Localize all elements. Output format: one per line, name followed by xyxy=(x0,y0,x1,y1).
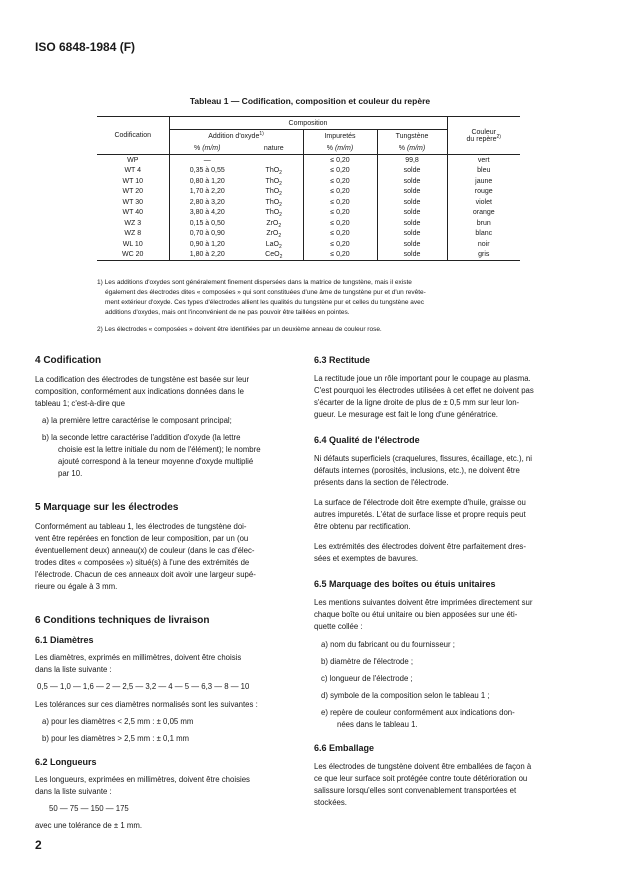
cell-tungstene-text: solde xyxy=(403,219,421,227)
s65-item-b: b) diamètre de l'électrode ; xyxy=(321,657,414,666)
section-heading-6-5: 6.5 Marquage des boîtes ou étuis unitaires xyxy=(314,579,496,589)
cell-codification-text: WL 10 xyxy=(122,240,143,248)
text-line: Les diamètres, exprimés en millimètres, doivent être choisis xyxy=(35,653,242,662)
table-row xyxy=(97,208,520,219)
section-heading-6-1: 6.1 Diamètres xyxy=(35,635,94,645)
oxide-subscript: 2 xyxy=(278,243,282,250)
unit-addition xyxy=(169,143,245,155)
unit-mm: (m/m) xyxy=(406,145,426,152)
cell-couleur xyxy=(447,155,520,166)
oxide-subscript: 2 xyxy=(279,191,282,198)
cell-oxide-pct-text: — xyxy=(203,156,211,164)
cell-oxide-nature-text: ZrO xyxy=(266,230,279,238)
text-line: être obtenu par rectification. xyxy=(314,522,411,531)
text-line: dans la liste suivante : xyxy=(35,787,112,796)
oxide-subscript: 2 xyxy=(279,201,282,208)
cell-codification-text: WP xyxy=(127,156,139,164)
section-heading-4: 4 Codification xyxy=(35,355,102,366)
cell-couleur xyxy=(447,187,520,198)
cell-codification xyxy=(97,197,169,208)
text-line: Conformément au tableau 1, les électrodes de tungstène doi- xyxy=(35,522,247,531)
cell-couleur xyxy=(447,208,520,219)
oxide-subscript: 2 xyxy=(279,212,282,219)
section-heading-6: 6 Conditions techniques de livraison xyxy=(35,615,210,626)
cell-couleur-text: vert xyxy=(477,156,490,164)
oxide-subscript: 2 xyxy=(279,170,282,177)
text-line: rieure ou égale à 3 mm. xyxy=(35,582,118,591)
cell-impuretes xyxy=(303,176,377,187)
s63-body xyxy=(314,373,576,421)
cell-impuretes xyxy=(303,229,377,240)
cell-tungstene-text: solde xyxy=(403,167,421,175)
s65-item-d: d) symbole de la composition selon le tableau 1 ; xyxy=(321,691,490,700)
cell-impuretes-text: ≤ 0,20 xyxy=(330,188,350,196)
cell-oxide-nature xyxy=(245,155,303,166)
couleur-line1: Couleur xyxy=(471,128,496,136)
text-line: stockées. xyxy=(314,798,347,807)
cell-tungstene xyxy=(377,229,447,240)
col-header-addition xyxy=(169,130,303,144)
s64-paragraph-1 xyxy=(314,453,576,489)
text-line: gueur. Le mesurage est fait le long d'une génératrice. xyxy=(314,410,498,419)
section-heading-6-3: 6.3 Rectitude xyxy=(314,355,371,365)
cell-codification xyxy=(97,250,169,261)
s62-tolerance: avec une tolérance de ± 1 mm. xyxy=(35,821,142,830)
cell-tungstene-text: solde xyxy=(403,188,421,196)
text-line: éventuellement deux) anneau(x) de couleur (dans le cas d'élec- xyxy=(35,546,255,555)
text-line: b) la seconde lettre caractérise l'addition d'oxyde (la lettre xyxy=(42,433,241,442)
oxide-subscript: 2 xyxy=(279,180,282,187)
cell-couleur-text: blanc xyxy=(475,230,493,238)
cell-couleur-text: violet xyxy=(475,198,492,206)
cell-oxide-nature-text: ThO xyxy=(265,188,280,196)
text-line: par 10. xyxy=(58,469,83,478)
cell-tungstene-text: solde xyxy=(403,230,421,238)
text-line: Les longueurs, exprimées en millimètres, doivent être choisies xyxy=(35,775,250,784)
cell-tungstene xyxy=(377,166,447,177)
cell-codification-text: WT 10 xyxy=(122,177,143,185)
text-line: quette collée : xyxy=(314,622,363,631)
cell-impuretes-text: ≤ 0,20 xyxy=(330,230,350,238)
table-row xyxy=(97,166,520,177)
cell-tungstene-text: solde xyxy=(403,240,421,248)
oxide-subscript: 2 xyxy=(279,254,283,261)
s64-paragraph-3 xyxy=(314,541,576,565)
oxide-subscript: 2 xyxy=(278,222,282,229)
text-line: e) repère de couleur conformément aux indications don- xyxy=(321,708,515,717)
cell-oxide-pct-text: 0,90 à 1,20 xyxy=(189,240,225,248)
cell-oxide-nature xyxy=(245,176,303,187)
cell-impuretes-text: ≤ 0,20 xyxy=(330,198,350,206)
cell-tungstene xyxy=(377,176,447,187)
text-line: Les électrodes de tungstène doivent être emballées de façon à xyxy=(314,762,532,771)
unit-mm: (m/m) xyxy=(202,145,221,152)
cell-impuretes-text: ≤ 0,20 xyxy=(330,156,350,164)
cell-couleur-text: orange xyxy=(472,209,495,217)
cell-couleur xyxy=(447,250,520,261)
cell-tungstene xyxy=(377,218,447,229)
text-line: nées dans le tableau 1. xyxy=(337,720,418,729)
col-header-couleur xyxy=(447,117,520,155)
cell-impuretes xyxy=(303,208,377,219)
cell-codification xyxy=(97,187,169,198)
cell-impuretes xyxy=(303,197,377,208)
cell-oxide-pct xyxy=(169,166,245,177)
cell-impuretes xyxy=(303,187,377,198)
s61-item-a: a) pour les diamètres < 2,5 mm : ± 0,05 mm xyxy=(42,717,194,726)
s62-intro xyxy=(35,774,297,798)
s61-tolerance-intro: Les tolérances sur ces diamètres normalisés sont les suivantes : xyxy=(35,700,258,709)
text-line: l'électrode. Chacun de ces anneaux doit avoir une largeur supé- xyxy=(35,570,256,579)
footnote-line: ment extérieur d'oxyde. Ces types d'électrodes allient les qualités du tungstène pur et celles du tungstène avec xyxy=(105,299,425,306)
left-column xyxy=(35,355,297,832)
s4-item-a: a) la première lettre caractérise le composant principal; xyxy=(42,416,232,425)
text-line: ce que leur surface soit protégée contre toute détérioration ou xyxy=(314,774,528,783)
text-line: La rectitude joue un rôle important pour le coupage au plasma. xyxy=(314,374,531,383)
cell-tungstene-text: solde xyxy=(403,198,421,206)
cell-oxide-nature-text: ThO xyxy=(265,209,280,217)
table-row xyxy=(97,176,520,187)
cell-oxide-nature-text: ThO xyxy=(265,177,280,185)
cell-couleur-text: brun xyxy=(476,219,491,227)
text-line: s'écarter de la ligne droite de plus de ± 0,5 mm sur leur lon- xyxy=(314,398,520,407)
cell-impuretes-text: ≤ 0,20 xyxy=(330,177,350,185)
cell-impuretes xyxy=(303,250,377,261)
text-line: choisie est la lettre initiale du nom de l'élément); le nombre xyxy=(58,445,261,454)
footnote-line: additions d'oxydes, mais ont l'inconvénient de ne pas pouvoir être taillées en pointes. xyxy=(105,309,350,316)
table-footnote-1 xyxy=(97,278,527,318)
cell-oxide-nature xyxy=(245,187,303,198)
cell-couleur xyxy=(447,229,520,240)
cell-codification-text: WZ 3 xyxy=(124,219,142,227)
cell-tungstene xyxy=(377,250,447,261)
cell-couleur xyxy=(447,197,520,208)
cell-impuretes-text: ≤ 0,20 xyxy=(330,219,350,227)
cell-oxide-pct xyxy=(169,239,245,250)
table-title: Tableau 1 — Codification, composition et couleur du repère xyxy=(189,96,431,106)
unit-pct: % xyxy=(398,145,405,152)
cell-oxide-nature-text: ThO xyxy=(265,167,280,175)
cell-oxide-nature xyxy=(245,218,303,229)
s66-body xyxy=(314,761,576,809)
text-line: Les extrémités des électrodes doivent être parfaitement dres- xyxy=(314,542,526,551)
cell-impuretes-text: ≤ 0,20 xyxy=(330,240,350,248)
cell-oxide-pct xyxy=(169,176,245,187)
cell-impuretes-text: ≤ 0,20 xyxy=(330,209,350,217)
cell-couleur xyxy=(447,176,520,187)
cell-codification-text: WZ 8 xyxy=(124,230,142,238)
cell-impuretes-text: ≤ 0,20 xyxy=(330,251,350,259)
text-line: La codification des électrodes de tungstène est basée sur leur xyxy=(35,375,250,384)
cell-oxide-nature xyxy=(245,197,303,208)
cell-codification-text: WT 20 xyxy=(122,188,143,196)
cell-oxide-pct xyxy=(169,197,245,208)
cell-oxide-pct xyxy=(169,250,245,261)
cell-oxide-nature-text: LaO xyxy=(265,240,279,248)
unit-tungstene xyxy=(377,143,447,155)
s4-intro xyxy=(35,374,297,410)
unit-nature: nature xyxy=(245,143,303,155)
text-line: C'est pourquoi les électrodes utilisées à cet effet ne doivent pas xyxy=(314,386,534,395)
text-line: Les mentions suivantes doivent être imprimées directement sur xyxy=(314,598,533,607)
cell-oxide-nature-text: CeO xyxy=(265,251,280,259)
section-heading-5: 5 Marquage sur les électrodes xyxy=(35,502,179,513)
text-line: défauts internes (porosités, inclusions, etc.), ne doivent être xyxy=(314,466,520,475)
cell-tungstene-text: solde xyxy=(403,177,421,185)
unit-pct: % xyxy=(326,145,333,152)
text-line: présents dans la section de l'électrode. xyxy=(314,478,449,487)
s4-item-b xyxy=(35,432,297,480)
cell-oxide-nature xyxy=(245,166,303,177)
cell-oxide-nature xyxy=(245,239,303,250)
table-row xyxy=(97,250,520,261)
table-footnote-2: 2) Les électrodes « composées » doivent être identifiées par un deuxième anneau de couleur rose. xyxy=(97,326,382,333)
cell-couleur xyxy=(447,166,520,177)
s64-paragraph-2 xyxy=(314,497,576,533)
text-line: salissure lorsqu'elles sont convenablement transportées et xyxy=(314,786,517,795)
cell-impuretes-text: ≤ 0,20 xyxy=(330,167,350,175)
table-row xyxy=(97,197,520,208)
cell-tungstene xyxy=(377,208,447,219)
s65-item-e xyxy=(314,707,576,731)
col-header-tungstene: Tungstène xyxy=(377,130,447,144)
cell-codification xyxy=(97,229,169,240)
text-line: La surface de l'électrode doit être exempte d'huile, graisse ou xyxy=(314,498,526,507)
page-number: 2 xyxy=(35,838,42,852)
composition-table xyxy=(97,116,520,261)
cell-codification-text: WT 4 xyxy=(124,167,142,175)
col-header-impuretes: Impuretés xyxy=(303,130,377,144)
text-line: vent être repérées en fonction de leur composition, par un (ou xyxy=(35,534,249,543)
addition-note: 1) xyxy=(259,131,264,137)
cell-tungstene xyxy=(377,155,447,166)
cell-codification xyxy=(97,208,169,219)
cell-codification-text: WT 40 xyxy=(122,209,143,217)
cell-couleur xyxy=(447,218,520,229)
text-line: dans la liste suivante : xyxy=(35,665,112,674)
cell-tungstene-text: 99,8 xyxy=(405,156,419,164)
cell-couleur-text: gris xyxy=(478,251,490,259)
footnote-line: 1) Les additions d'oxydes sont généralement finement dispersées dans la matrice de tungstène, mais il existe xyxy=(97,279,412,286)
addition-label: Addition d'oxyde xyxy=(208,133,260,140)
cell-oxide-nature xyxy=(245,208,303,219)
unit-mm: (m/m) xyxy=(334,145,354,152)
s61-diameter-list: 0,5 — 1,0 — 1,6 — 2 — 2,5 — 3,2 — 4 — 5 — 6,3 — 8 — 10 xyxy=(37,682,250,691)
oxide-subscript: 2 xyxy=(278,233,282,240)
cell-impuretes xyxy=(303,155,377,166)
text-line: ajouté correspond à la teneur moyenne d'oxyde multiplié xyxy=(58,457,254,466)
cell-codification xyxy=(97,166,169,177)
cell-oxide-pct-text: 0,15 à 0,50 xyxy=(189,219,225,227)
text-line: chaque boîte ou étui unitaire ou bien apposées sur une éti- xyxy=(314,610,518,619)
cell-tungstene xyxy=(377,187,447,198)
cell-couleur-text: rouge xyxy=(474,188,493,196)
cell-oxide-pct-text: 3,80 à 4,20 xyxy=(189,209,225,217)
cell-codification xyxy=(97,155,169,166)
cell-couleur-text: noir xyxy=(477,240,490,248)
cell-oxide-pct-text: 0,35 à 0,55 xyxy=(189,167,225,175)
cell-oxide-pct xyxy=(169,208,245,219)
s5-body xyxy=(35,521,297,593)
cell-couleur-text: bleu xyxy=(477,167,491,175)
s65-item-c: c) longueur de l'électrode ; xyxy=(321,674,413,683)
cell-oxide-nature-text: ZrO xyxy=(266,219,279,227)
right-column xyxy=(314,355,576,809)
cell-impuretes xyxy=(303,218,377,229)
cell-oxide-nature xyxy=(245,250,303,261)
cell-oxide-pct xyxy=(169,218,245,229)
cell-oxide-pct-text: 1,70 à 2,20 xyxy=(189,188,225,196)
unit-impuretes xyxy=(303,143,377,155)
cell-oxide-pct xyxy=(169,155,245,166)
text-line: composition, conformément aux indications données dans le xyxy=(35,387,244,396)
cell-oxide-pct-text: 1,80 à 2,20 xyxy=(189,251,225,259)
couleur-note: 2) xyxy=(496,133,501,140)
table-row xyxy=(97,218,520,229)
unit-pct: % xyxy=(194,145,201,152)
text-line: Ni défauts superficiels (craquelures, fissures, écaillage, etc.), ni xyxy=(314,454,532,463)
cell-codification xyxy=(97,218,169,229)
cell-codification-text: WC 20 xyxy=(122,251,144,259)
text-line: trodes dites « composées ») situé(s) à l'une des extrémités de xyxy=(35,558,250,567)
document-header: ISO 6848-1984 (F) xyxy=(35,40,136,54)
cell-tungstene xyxy=(377,197,447,208)
text-line: sées et exemptes de bavures. xyxy=(314,554,419,563)
text-line: tableau 1; c'est-à-dire que xyxy=(35,399,125,408)
table-row xyxy=(97,239,520,250)
cell-codification xyxy=(97,176,169,187)
s61-item-b: b) pour les diamètres > 2,5 mm : ± 0,1 mm xyxy=(42,734,190,743)
col-header-codification: Codification xyxy=(97,117,169,155)
cell-codification xyxy=(97,239,169,250)
cell-oxide-pct xyxy=(169,229,245,240)
cell-oxide-pct-text: 0,80 à 1,20 xyxy=(189,177,225,185)
cell-impuretes xyxy=(303,239,377,250)
cell-oxide-nature-text: ThO xyxy=(265,198,280,206)
s65-item-a: a) nom du fabricant ou du fournisseur ; xyxy=(321,640,455,649)
text-line: autres impuretés. L'état de surface lisse et propre requis peut xyxy=(314,510,526,519)
cell-tungstene-text: solde xyxy=(403,209,421,217)
cell-oxide-nature xyxy=(245,229,303,240)
table-row xyxy=(97,187,520,198)
col-header-composition: Composition xyxy=(169,117,447,130)
section-heading-6-6: 6.6 Emballage xyxy=(314,743,375,753)
cell-tungstene-text: solde xyxy=(403,251,421,259)
cell-oxide-pct xyxy=(169,187,245,198)
cell-codification-text: WT 30 xyxy=(122,198,143,206)
cell-tungstene xyxy=(377,239,447,250)
section-heading-6-2: 6.2 Longueurs xyxy=(35,757,97,767)
table-row xyxy=(97,229,520,240)
table-row xyxy=(97,155,520,166)
cell-oxide-pct-text: 0,70 à 0,90 xyxy=(189,230,225,238)
footnote-line: également des électrodes dites « composées » qui sont constituées d'une âme de tungstène pur et d'un revête- xyxy=(105,289,426,296)
section-heading-6-4: 6.4 Qualité de l'électrode xyxy=(314,435,420,445)
s61-intro xyxy=(35,652,297,676)
cell-couleur-text: jaune xyxy=(475,177,493,185)
cell-oxide-pct-text: 2,80 à 3,20 xyxy=(189,198,225,206)
cell-impuretes xyxy=(303,166,377,177)
s65-intro xyxy=(314,597,576,633)
couleur-line2: du repère xyxy=(466,135,497,143)
cell-couleur xyxy=(447,239,520,250)
s62-length-list: 50 — 75 — 150 — 175 xyxy=(49,804,129,813)
